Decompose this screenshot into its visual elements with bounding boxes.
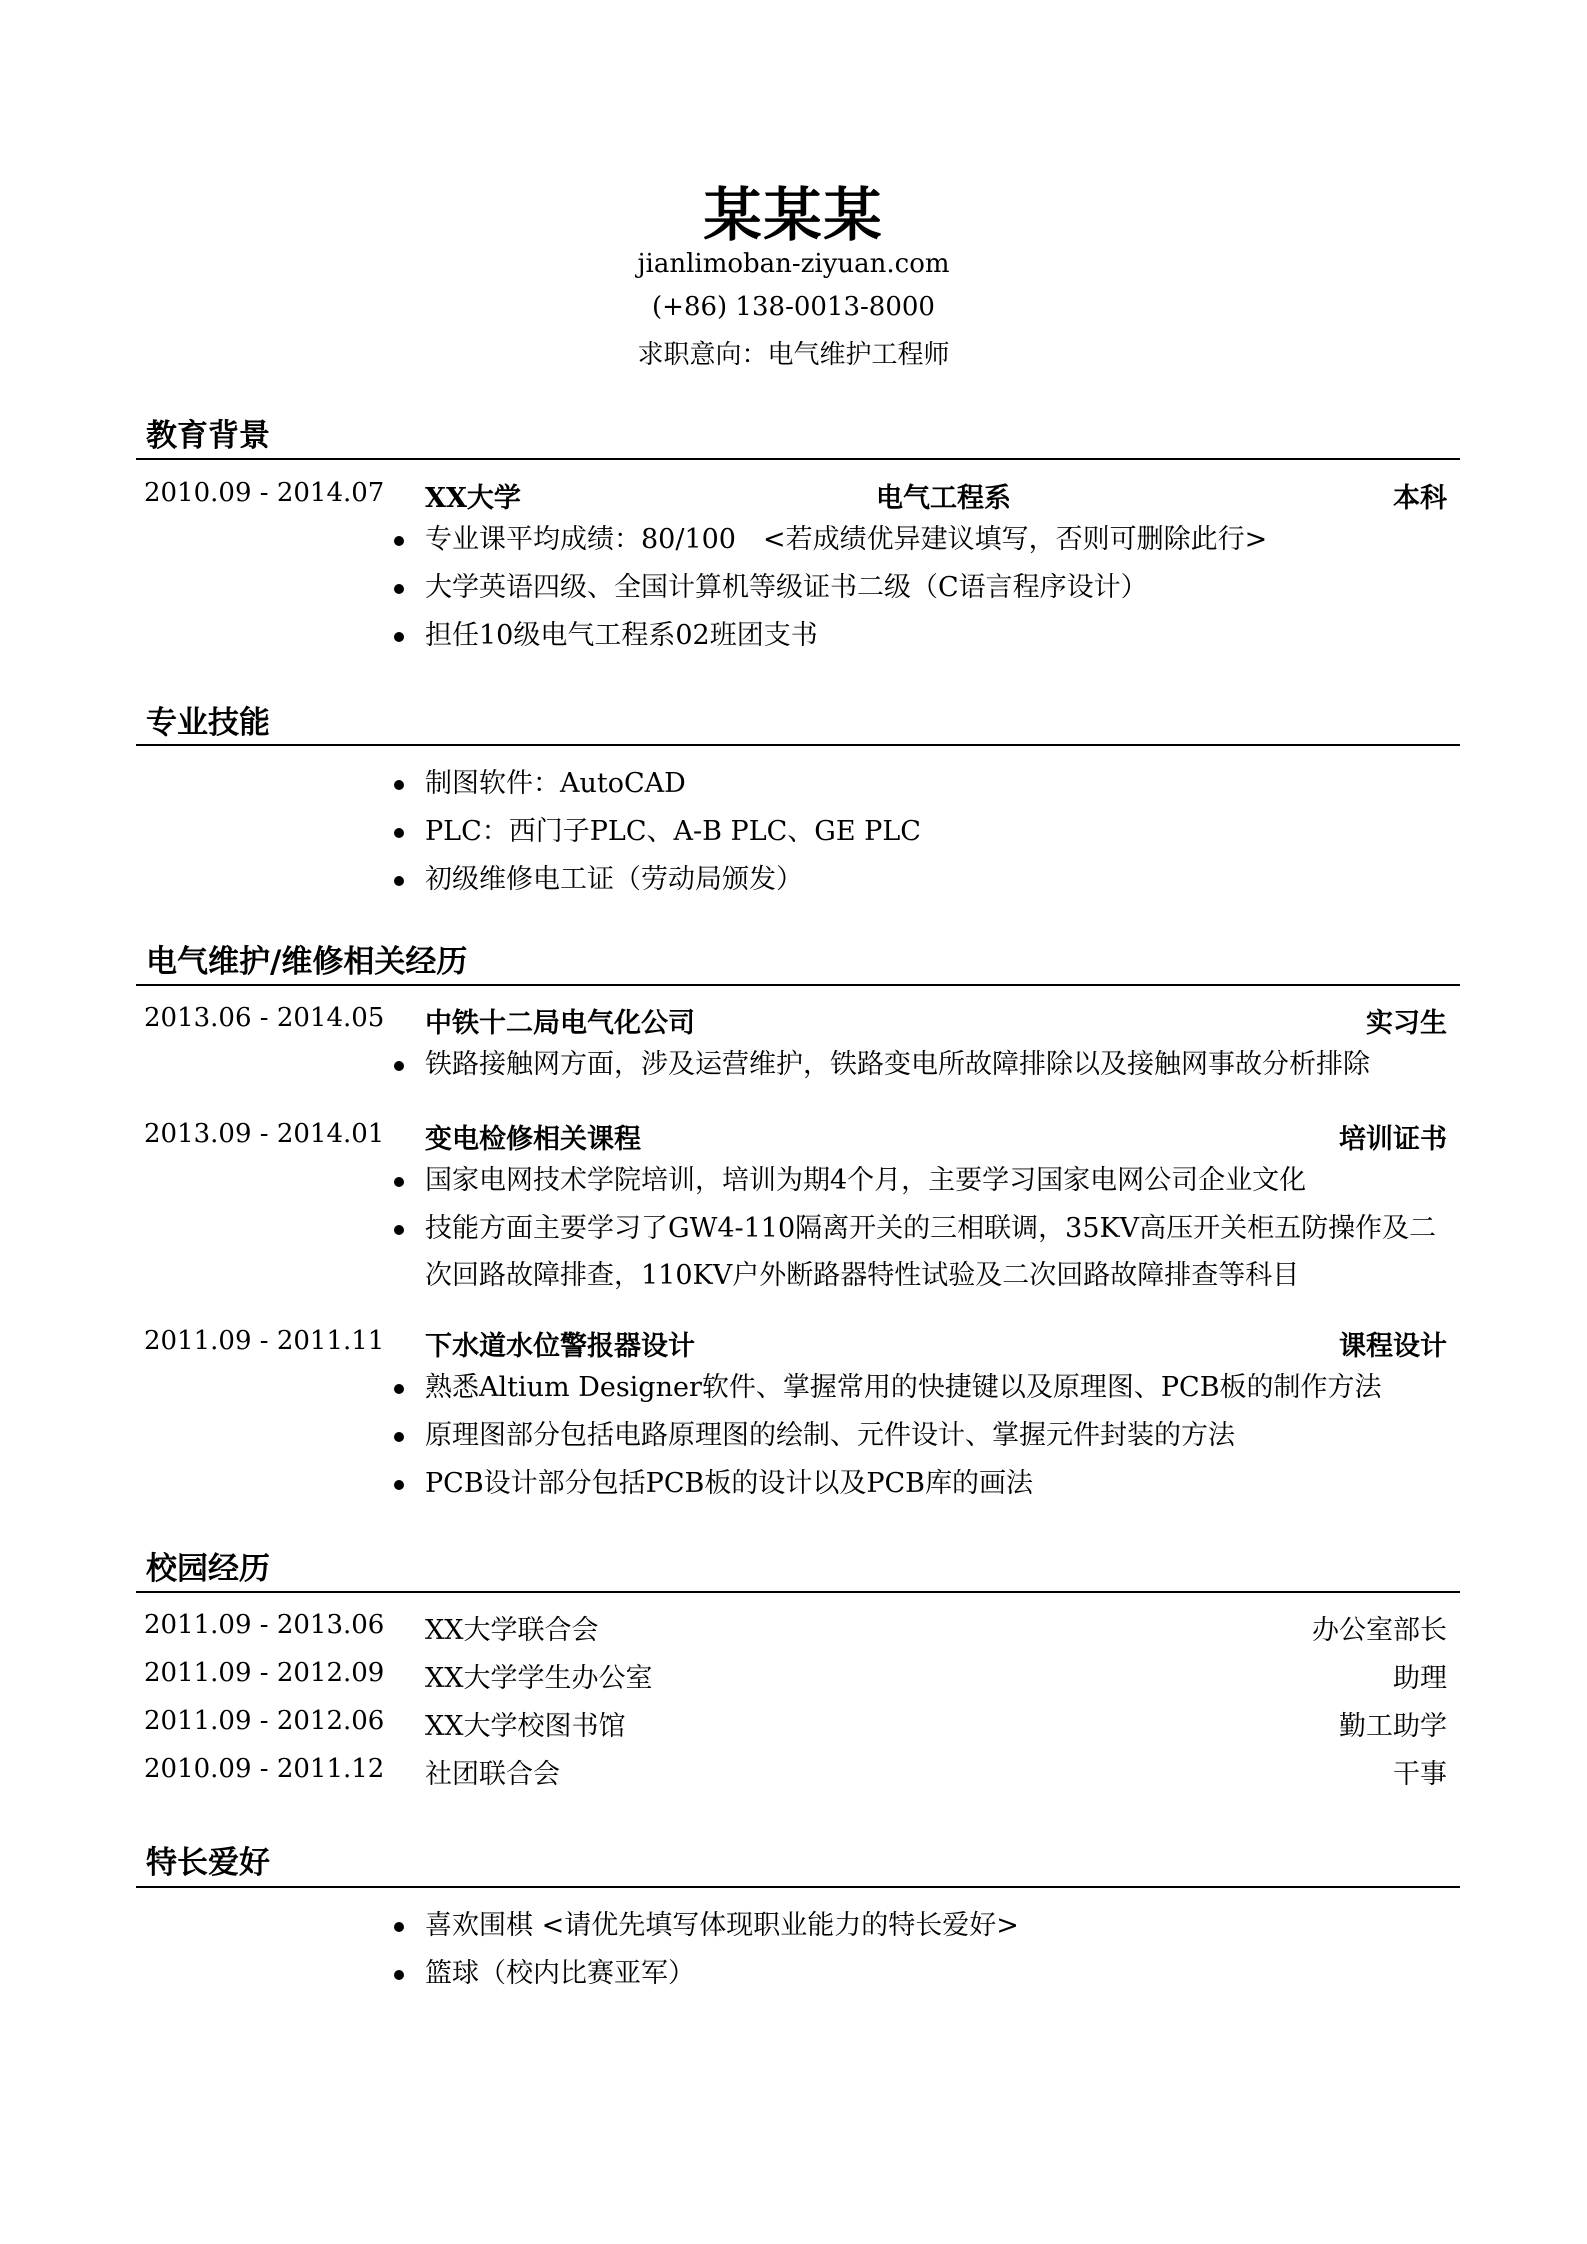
skill-item: PLC：西门子PLC、A-B PLC、GE PLC [425,816,921,847]
experience-item: PCB设计部分包括PCB板的设计以及PCB库的画法 [425,1468,1034,1499]
hobby-item: 篮球（校内比赛亚军） [425,1958,695,1989]
bullet-icon [394,1922,404,1932]
section-divider [136,744,1460,746]
bullet-icon [394,1225,404,1235]
skill-item: 制图软件：AutoCAD [425,768,686,799]
bullet-icon [394,1970,404,1980]
bullet-icon [394,876,404,886]
section-divider [136,458,1460,460]
campus-role: 干事 [1393,1759,1447,1790]
section-title-campus: 校园经历 [146,1551,270,1587]
experience-org: 中铁十二局电气化公司 [425,1008,695,1039]
bullet-icon [394,1432,404,1442]
education-major: 电气工程系 [876,483,1011,514]
experience-org: 变电检修相关课程 [425,1124,641,1155]
campus-date: 2011.09 - 2012.06 [144,1706,385,1736]
campus-role: 勤工助学 [1339,1711,1447,1742]
experience-item: 技能方面主要学习了GW4-110隔离开关的三相联调，35KV高压开关柜五防操作及二次回路故障排查，110KV户外断路器特性试验及二次回路故障排查等科目 [425,1213,1437,1291]
campus-date: 2011.09 - 2012.09 [144,1658,385,1688]
experience-item: 铁路接触网方面，涉及运营维护，铁路变电所故障排除以及接触网事故分析排除 [425,1049,1370,1080]
section-divider [136,984,1460,986]
bullet-icon [394,632,404,642]
bullet-icon [394,1384,404,1394]
bullet-icon [394,1480,404,1490]
bullet-icon [394,780,404,790]
experience-item: 原理图部分包括电路原理图的绘制、元件设计、掌握元件封装的方法 [425,1420,1235,1451]
section-divider [136,1591,1460,1593]
bullet-icon [394,1177,404,1187]
section-title-skills: 专业技能 [146,705,270,741]
campus-org: XX大学联合会 [425,1615,599,1646]
campus-org: 社团联合会 [425,1759,560,1790]
education-degree: 本科 [1393,483,1447,514]
experience-date: 2013.06 - 2014.05 [144,1003,385,1033]
experience-item: 熟悉Altium Designer软件、掌握常用的快捷键以及原理图、PCB板的制作方法 [425,1372,1382,1403]
phone-number: (+86) 138-0013-8000 [652,292,935,322]
campus-org: XX大学校图书馆 [425,1711,626,1742]
section-divider [136,1886,1460,1888]
experience-role: 培训证书 [1339,1124,1447,1155]
education-date: 2010.09 - 2014.07 [144,478,385,508]
experience-item: 国家电网技术学院培训，培训为期4个月，主要学习国家电网公司企业文化 [425,1165,1307,1196]
experience-role: 课程设计 [1339,1331,1447,1362]
experience-role: 实习生 [1366,1008,1447,1039]
campus-role: 助理 [1393,1663,1447,1694]
section-title-experience: 电气维护/维修相关经历 [146,944,468,980]
bullet-icon [394,536,404,546]
skill-item: 初级维修电工证（劳动局颁发） [425,864,803,895]
campus-date: 2011.09 - 2013.06 [144,1610,385,1640]
education-school: XX大学 [425,483,521,514]
education-item: 专业课平均成绩：80/100 <若成绩优异建议填写，否则可删除此行> [425,524,1268,555]
website: jianlimoban-ziyuan.com [637,249,950,279]
experience-date: 2011.09 - 2011.11 [144,1326,385,1356]
candidate-name: 某某某 [703,181,884,249]
bullet-icon [394,828,404,838]
experience-date: 2013.09 - 2014.01 [144,1119,385,1149]
section-title-hobbies: 特长爱好 [146,1845,270,1881]
section-title-education: 教育背景 [146,418,270,454]
experience-org: 下水道水位警报器设计 [425,1331,695,1362]
job-objective: 求职意向：电气维护工程师 [637,340,950,370]
campus-date: 2010.09 - 2011.12 [144,1754,385,1784]
education-item: 担任10级电气工程系02班团支书 [425,620,818,651]
hobby-item: 喜欢围棋 <请优先填写体现职业能力的特长爱好> [425,1910,1019,1941]
education-item: 大学英语四级、全国计算机等级证书二级（C语言程序设计） [425,572,1148,603]
bullet-icon [394,1061,404,1071]
bullet-icon [394,584,404,594]
campus-role: 办公室部长 [1312,1615,1447,1646]
campus-org: XX大学学生办公室 [425,1663,653,1694]
